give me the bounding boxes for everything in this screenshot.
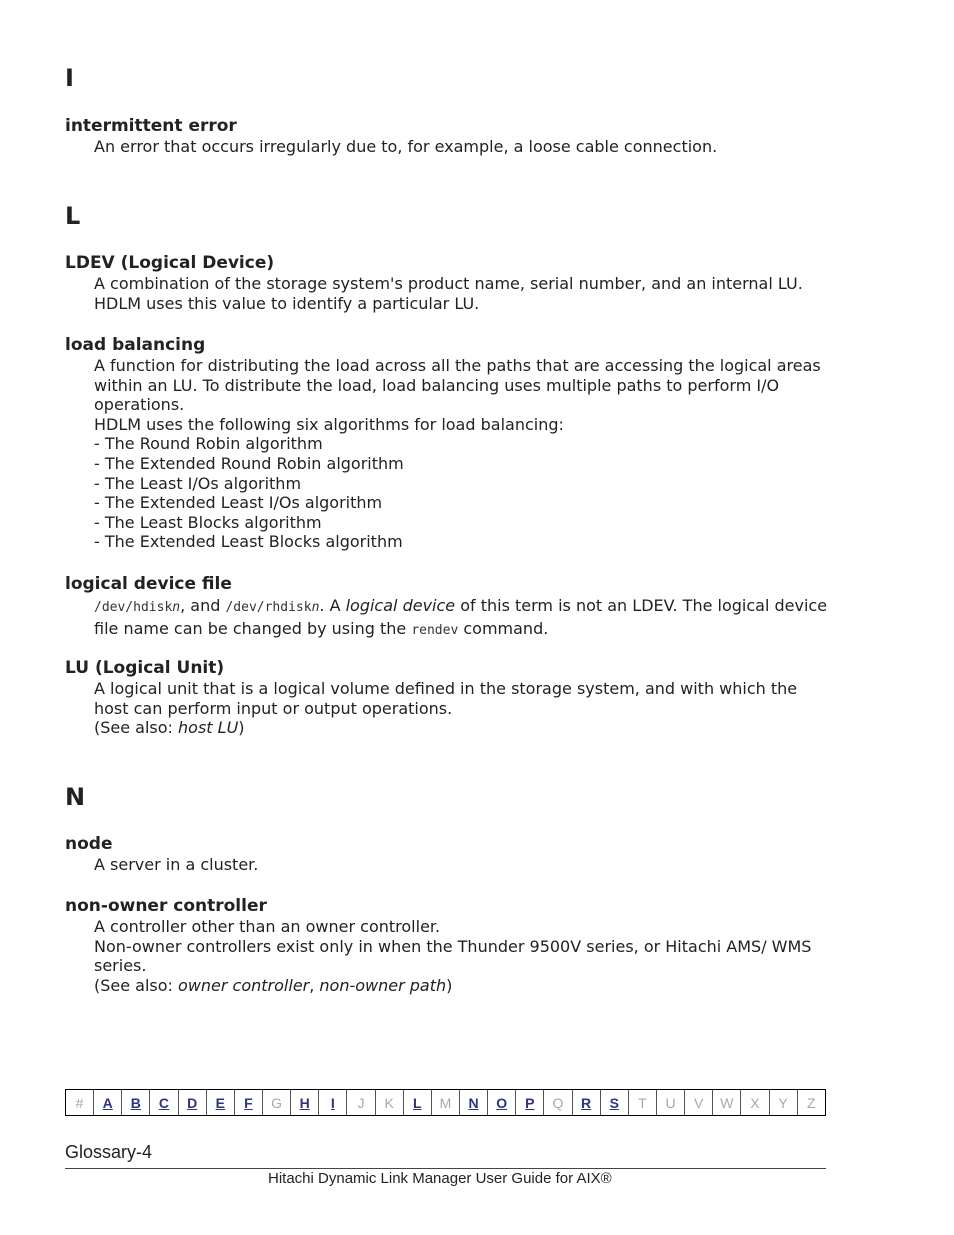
term-lu: LU (Logical Unit) [65,658,225,678]
nav-letter-o[interactable]: O [488,1090,516,1115]
see-also-prefix: (See also: [94,975,179,995]
def-line: HDLM uses the following six algorithms for load balancing: [94,414,564,434]
def-line: A function for distributing the load across all the paths that are accessing the logical areas within an LU. To distribute the load, load balancing uses multiple paths to perform I/O operations. [94,356,821,415]
nav-letter-u: U [657,1090,685,1115]
def-intermittent-error [94,137,834,157]
nav-letter-k: K [376,1090,404,1115]
nav-letter-i[interactable]: I [319,1090,347,1115]
section-letter-l: L [65,202,81,230]
term-node: node [65,834,113,854]
term-logical-device-file: logical device file [65,574,232,594]
algorithm-item: - The Least I/Os algorithm [94,473,302,493]
section-letter-i: I [65,64,74,92]
term-ldev: LDEV (Logical Device) [65,253,275,273]
code-dev-rhdisk: /dev/rhdisk [225,600,312,615]
algorithm-item: - The Extended Least Blocks algorithm [94,532,403,552]
see-also-suffix: ) [238,718,245,738]
def-load-balancing [94,356,834,552]
nav-letter-m: M [432,1090,460,1115]
footer-divider [65,1168,826,1169]
nav-letter-y: Y [770,1090,798,1115]
emphasis-logical-device: logical device [345,596,456,615]
nav-letter-z: Z [806,1094,816,1111]
see-also-link[interactable]: host LU [178,718,239,738]
nav-letter-s[interactable]: S [601,1090,629,1115]
nav-letter-j: J [347,1090,375,1115]
def-line: A controller other than an owner controller. [94,917,441,936]
term-load-balancing: load balancing [65,335,206,355]
algorithm-item: - The Extended Least I/Os algorithm [94,493,383,513]
nav-letter-g: G [263,1090,291,1115]
def-non-owner-controller [94,917,834,995]
nav-letter-b[interactable]: B [122,1090,150,1115]
algorithm-item: - The Least Blocks algorithm [94,512,322,532]
see-also-suffix: ) [446,975,453,995]
code-var: n [311,600,320,615]
def-line: HDLM uses this value to identify a particular LU. [94,293,480,313]
see-also-separator: , [309,975,320,995]
nav-letter-n[interactable]: N [460,1090,488,1115]
see-also-link[interactable]: owner controller [178,975,310,995]
alphabet-index-nav [65,1089,826,1116]
code-rendev: rendev [411,623,459,638]
def-lu [94,679,834,738]
term-intermittent-error: intermittent error [65,116,237,136]
nav-letter-e[interactable]: E [207,1090,235,1115]
see-also-prefix: (See also: [94,718,179,738]
def-line: A logical unit that is a logical volume defined in the storage system, and with which the host can perform input or output operations. [94,679,798,718]
nav-letter-x: X [741,1090,769,1115]
def-logical-device-file [94,595,834,641]
algorithm-item: - The Round Robin algorithm [94,434,323,454]
code-dev-hdisk: /dev/hdisk [94,600,173,615]
def-line: Non-owner controllers exist only in when the Thunder 9500V series, or Hitachi AMS/ WMS series. [94,936,812,976]
nav-letter-d[interactable]: D [179,1090,207,1115]
nav-letter-r[interactable]: R [573,1090,601,1115]
see-also [94,976,834,996]
def-text: A server in a cluster. [94,855,259,874]
code-var: n [172,600,181,615]
def-text [94,595,834,641]
algorithm-item: - The Extended Round Robin algorithm [94,453,404,473]
nav-letter-v: V [685,1090,713,1115]
text-fragment: command. [458,619,549,638]
nav-letter-l[interactable]: L [404,1090,432,1115]
text-fragment: of this term is not an LDEV. The logical device file name can be changed by using the [94,596,828,638]
nav-letter-p[interactable]: P [516,1090,544,1115]
text-fragment: . A [319,596,346,615]
def-text: An error that occurs irregularly due to, for example, a loose cable connection. [94,137,718,156]
def-line: A combination of the storage system's product name, serial number, and an internal LU. [94,274,803,293]
nav-letter-w: W [713,1090,741,1115]
see-also-link[interactable]: non-owner path [319,975,447,995]
def-node [94,855,834,875]
document-title: Hitachi Dynamic Link Manager User Guide for AIX® [268,1170,612,1187]
nav-letter-h[interactable]: H [291,1090,319,1115]
nav-letter-a[interactable]: A [94,1090,122,1115]
text-fragment: , and [180,596,226,615]
page-number: Glossary-4 [65,1142,153,1162]
nav-letter-hash: # [66,1090,94,1115]
nav-letter-t: T [629,1090,657,1115]
def-ldev [94,274,834,313]
term-non-owner-controller: non-owner controller [65,896,267,916]
nav-letter-f[interactable]: F [235,1090,263,1115]
see-also [94,718,834,738]
nav-letter-c[interactable]: C [150,1090,178,1115]
section-letter-n: N [65,783,86,811]
nav-letter-q: Q [544,1090,572,1115]
